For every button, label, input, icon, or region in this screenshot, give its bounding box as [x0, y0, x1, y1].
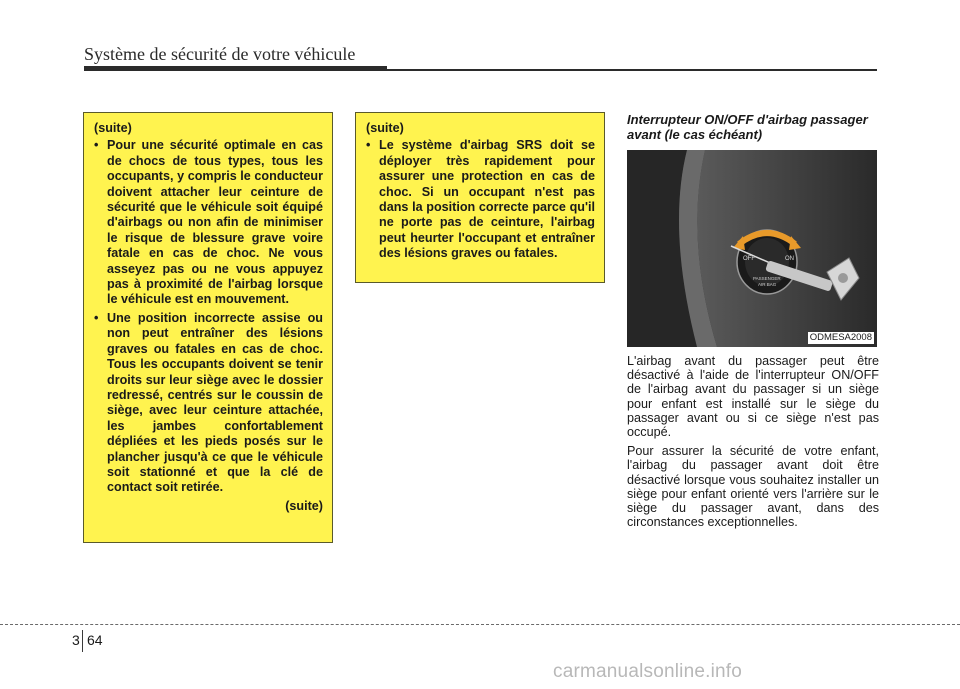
- warning-bullet: [93, 311, 323, 496]
- warning-box-middle: [355, 112, 605, 283]
- switch-off-label: OFF: [743, 256, 755, 262]
- footer-dashed-rule: [0, 624, 960, 625]
- switch-on-label: ON: [785, 256, 794, 262]
- bullet-dot-icon: •: [94, 310, 99, 325]
- warning-bullet-text: Le système d'airbag SRS doit se déployer très rapidement pour assurer une protection en cas de choc. Si un occupant n'est pas dans la position correcte parce qu'il ne porte pas de ceinture, l'airbag peut heurter l'occupant et entraîner des lésions graves ou fatales.: [379, 138, 595, 261]
- warning-bullet: [365, 138, 595, 261]
- page-number: 64: [87, 632, 103, 648]
- bullet-dot-icon: •: [94, 138, 99, 153]
- header-rule-thin: [387, 69, 877, 71]
- page-number-separator: [82, 630, 83, 652]
- warning-box-heading: (suite): [366, 121, 404, 135]
- airbag-switch-photo: [627, 150, 877, 347]
- airbag-switch-illustration: [627, 150, 877, 347]
- page-header-title: Système de sécurité de votre véhicule: [84, 44, 356, 64]
- bullet-dot-icon: •: [366, 138, 371, 153]
- switch-text-airbag: AIR BAG: [758, 282, 777, 287]
- photo-reference-code: ODMESA2008: [809, 332, 872, 343]
- warning-bullet-text: Pour une sécurité optimale en cas de chocs de tous types, tous les occupants, y compris le conducteur doivent attacher leur ceinture de sécurité que le véhicule soit équipé d'airbags ou non afin de minimiser le risque de blessure grave voire fatale en cas de choc. Ne vous asseyez pas ou ne vous appuyez pas à proximité de l'airbag lorsque le véhicule est en mouvement.: [107, 138, 323, 307]
- warning-box-left: [83, 112, 333, 543]
- section-heading: Interrupteur ON/OFF d'airbag passager avant (le cas échéant): [627, 112, 868, 142]
- section-body: [627, 354, 879, 534]
- warning-box-heading: (suite): [94, 121, 132, 135]
- watermark: carmanualsonline.info: [553, 661, 743, 682]
- body-paragraph: L'airbag avant du passager peut être désactivé à l'aide de l'interrupteur ON/OFF de l'airbag avant du passager si un siège pour enfant est installé sur le siège du passager avant ou si ce siège n'est pas occupé.: [627, 354, 879, 440]
- switch-text-passenger: PASSENGER: [753, 276, 781, 281]
- warning-box-footer: (suite): [285, 498, 323, 513]
- warning-bullet-text: Une position incorrecte assise ou non peut entraîner des lésions graves ou fatales en cas de choc. Tous les occupants doivent se tenir droits sur leur siège avec le dossier redressé, centrés sur le coussin de siège, avec leur ceinture attachée, les jambes confortablement dépliées et les pieds posés sur le plancher jusqu'à ce que le véhicule soit stationné et que la clé de contact soit retirée.: [107, 310, 323, 495]
- header-rule-thick: [84, 66, 387, 71]
- warning-bullet: [93, 138, 323, 307]
- page-chapter-number: 3: [72, 632, 80, 648]
- body-paragraph: Pour assurer la sécurité de votre enfant, l'airbag du passager avant doit être désactivé lorsque vous souhaitez installer un siège pour enfant orienté vers l'arrière sur le siège du passager avant, dans des circonstances exceptionnelles.: [627, 444, 879, 530]
